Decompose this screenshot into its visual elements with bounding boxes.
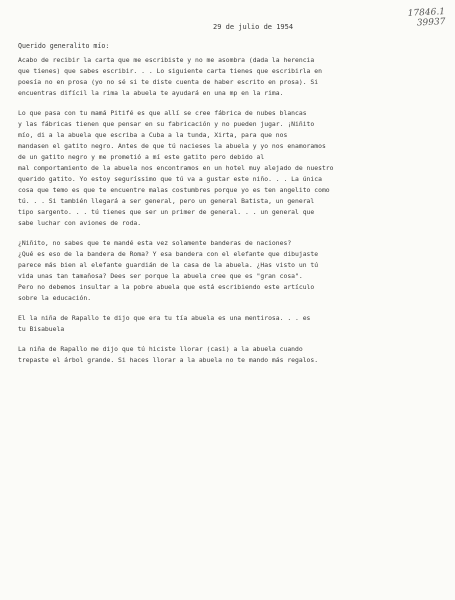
letter-line: Lo que pasa con tu mamá Pitifé es que allí se cree fábrica de nubes blancas: [18, 109, 307, 117]
letter-line: de un gatito negro y me prometió a mí este gatito pero debido al: [18, 153, 265, 161]
letter-line: tipo sargento. . . tú tienes que ser un primer de general. . . un general que: [18, 208, 315, 216]
letter-line: mandasen el gatito negro. Antes de que tú nacieses la abuela y yo nos enamoramos: [18, 142, 326, 150]
paragraph-gap: [18, 99, 438, 108]
letter-body: [18, 55, 438, 366]
letter-line: ¿Qué es eso de la bandera de Roma? Y esa bandera con el elefante que dibujaste: [18, 250, 319, 258]
letter-line: que tienes) que sabes escribir. . . Lo siguiente carta tienes que escribirla en: [18, 67, 322, 75]
letter-line: sobre la educación.: [18, 294, 92, 302]
paragraph-gap: [18, 335, 438, 344]
letter-line: Acabo de recibir la carta que me escribiste y no me asombra (dada la herencia: [18, 56, 315, 64]
salutation: Querido generalito mío:: [18, 42, 110, 50]
letter-line: querido gatito. Yo estoy seguríssimo que tú va a gustar este niño. . . La única: [18, 175, 322, 183]
letter-line: vida unas tan tamañosa? Dees ser porque la abuela cree que es "gran cosa".: [18, 272, 303, 280]
letter-line: cosa que temo es que te encuentre malas costumbres porque yo es ten angelito como: [18, 186, 330, 194]
letter-line: y las fábricas tienen que pensar en su fabricación y no pueden jugar. ¡Niñito: [18, 120, 315, 128]
letter-line: tú. . . Si también llegará a ser general, pero un general Batista, un general: [18, 197, 315, 205]
letter-line: mío, di a la abuela que escriba a Cuba a la tunda, Xirta, para que nos: [18, 131, 288, 139]
paragraph-gap: [18, 304, 438, 313]
letter-line: trepaste el árbol grande. Si haces llorar a la abuela no te mando más regalos.: [18, 356, 319, 364]
paragraph-gap: [18, 229, 438, 238]
letter-line: La niña de Rapallo me dijo que tú hiciste llorar (casi) a la abuela cuando: [18, 345, 303, 353]
archive-code-line: 17846.1: [407, 7, 445, 19]
letter-line: ¿Niñito, no sabes que te mandé esta vez solamente banderas de naciones?: [18, 239, 292, 247]
letter-line: sabe luchar con aviones de roda.: [18, 219, 142, 227]
archive-code: [407, 7, 445, 29]
letter-line: encuentras difícil la rima la abuela te ayudará en una mp en la rima.: [18, 89, 284, 97]
letter-line: mal comportamiento de la abuela nos encontramos en un hotel muy alejado de nuestro: [18, 164, 334, 172]
archive-code-line: 39937: [416, 17, 446, 29]
letter-line: poesía no en prosa (yo no sé si te diste cuenta de haber escrito en prosa). Si: [18, 78, 319, 86]
letter-date: 29 de julio de 1954: [213, 23, 294, 31]
letter-line: parece más bien al elefante guardián de la casa de la abuela. ¿Has visto un tú: [18, 261, 319, 269]
letter-line: Pero no debemos insultar a la pobre abuela que está escribiendo este artículo: [18, 283, 315, 291]
letter-line: El la niña de Rapallo te dijo que era tu tía abuela es una mentirosa. . . es: [18, 314, 311, 322]
letter-line: tu Bisabuela: [18, 325, 65, 333]
